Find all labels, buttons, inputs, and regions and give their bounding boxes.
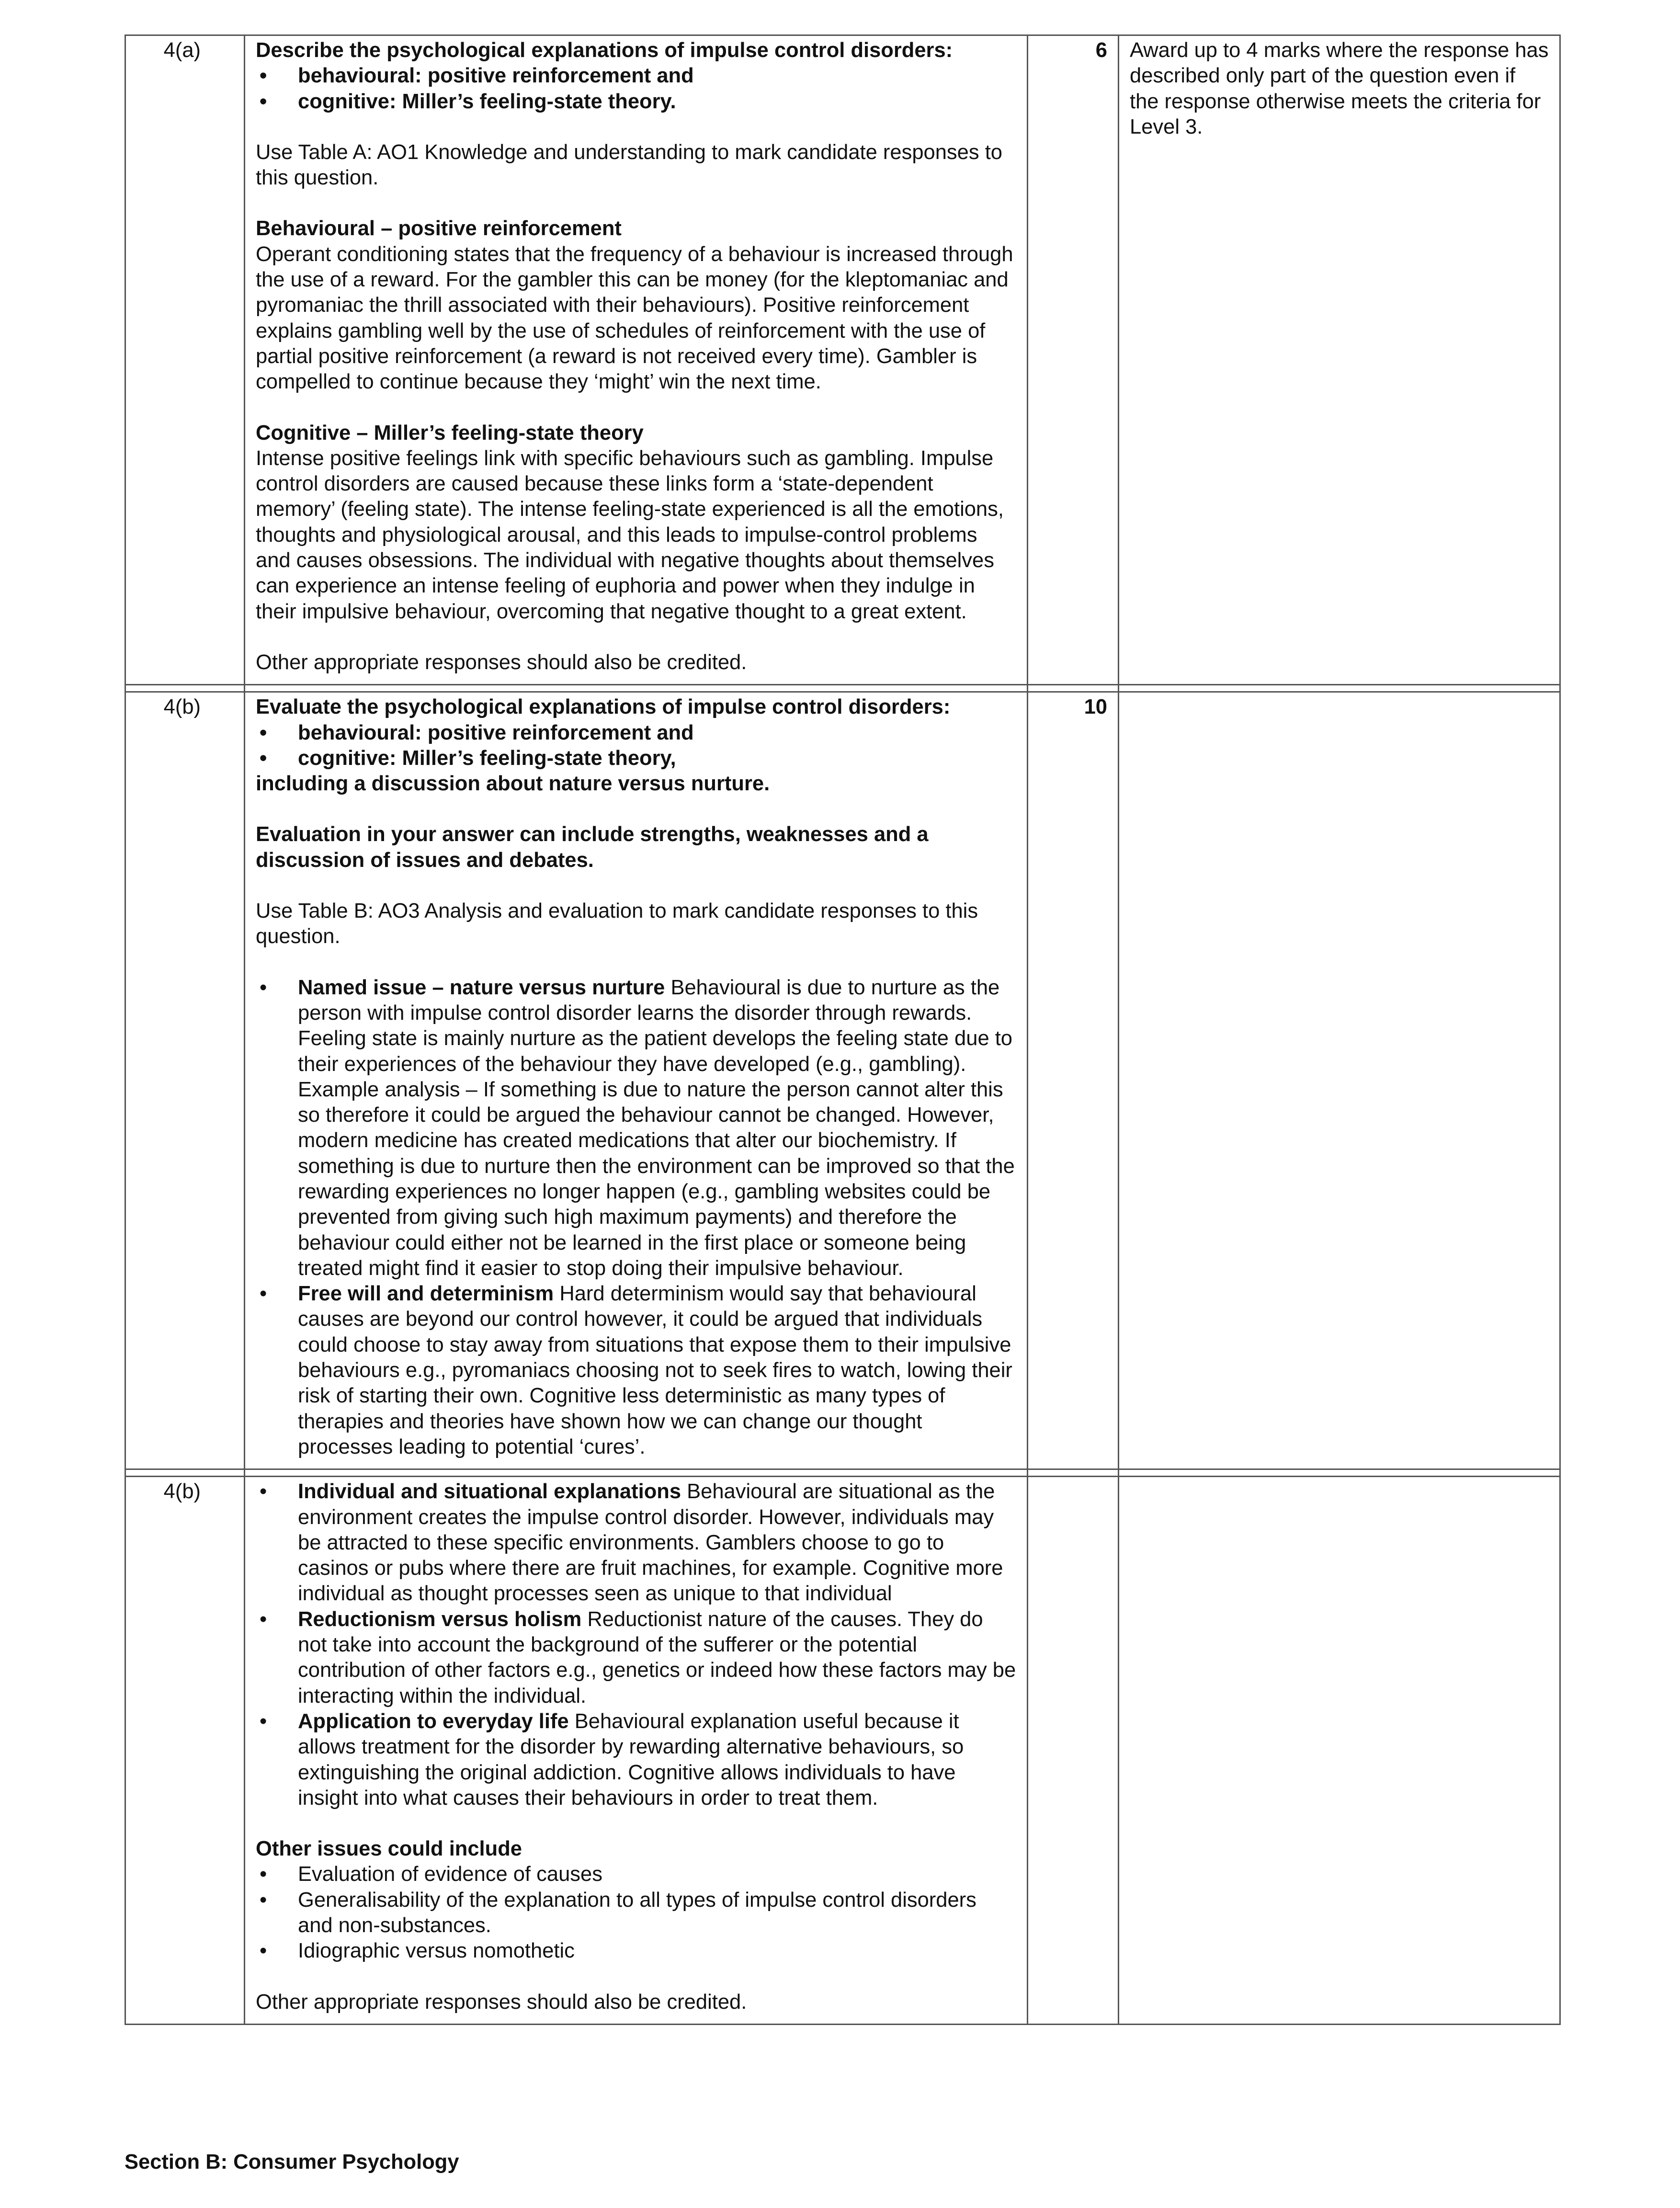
question-text: Describe the psychological explanations of impulse control disorders: (256, 39, 953, 62)
point-text: Behavioural are situational as the environment creates the impulse control disorder. However, individuals may be attracted to these specific environments. Gamblers choose to go to casinos or pubs where there are fruit machines, for example. Cognitive more individual as thought processes seen as unique to that individual (298, 1480, 1003, 1605)
list-item: • cognitive: Miller’s feeling-state theory. (256, 89, 1016, 114)
section-text: Operant conditioning states that the frequency of a behaviour is increased through the use of a reward. For the gambler this can be money (for the kleptomaniac and pyromaniac the thrill associated with their behaviours). Positive reinforcement explains gambling well by the use of schedules of reinforcement with the use of partial positive reinforcement (a reward is not received every time). Gambler is compelled to continue because they ‘might’ win the next time. (256, 242, 1013, 394)
point-text: Reductionist nature of the causes. They do not take into account the background of the sufferer or the potential contribution of other factors e.g., genetics or indeed how these factors may be interacting within the individual. (298, 1607, 1016, 1707)
section-heading: Cognitive – Miller’s feeling-state theory (256, 421, 644, 444)
question-row-4b (125, 692, 1560, 1469)
list-item: • Idiographic versus nomothetic (256, 1938, 1016, 1964)
list-item: • behavioural: positive reinforcement and (256, 720, 1016, 746)
section-heading: Behavioural – positive reinforcement (256, 217, 622, 240)
list-item (256, 1281, 1016, 1460)
point-text: Behavioural is due to nurture as the person with impulse control disorder learns the disorder through rewards. Feeling state is mainly nurture as the patient develops the feeling state due to their experiences of the behaviour they have developed (e.g., gambling). Example analysis – If something is due to nature the person cannot alter this so therefore it could be argued the behaviour cannot be changed. However, modern medicine has created medications that alter our biochemistry. If something is due to nurture then the environment can be improved so that the rewarding experiences no longer happen (e.g., gambling websites could be prevented from giving such high maximum payments) and therefore the behaviour could either not be learned in the first place or someone being treated might find it easier to stop doing their impulsive behaviour. (298, 976, 1015, 1280)
section-text: Intense positive feelings link with specific behaviours such as gambling. Impulse control disorders are caused because these links form a ‘state-dependent memory’ (feeling state). The intense feeling-state experienced is all the emotions, thoughts and physiological arousal, and this leads to impulse-control problems and causes obsessions. The individual with negative thoughts about themselves can experience an intense feeling of euphoria and power when they indulge in their impulsive behaviour, overcoming that negative thought to a great extent. (256, 446, 1004, 623)
point-text: Behavioural explanation useful because it allows treatment for the disorder by rewarding alternative behaviours, so extinguishing the original addiction. Cognitive allows individuals to have insight into what causes their behaviours in order to treat them. (298, 1709, 964, 1810)
mark-scheme-table (125, 34, 1561, 2025)
list-item (256, 1607, 1016, 1709)
list-item (256, 1709, 1016, 1811)
marking-instruction: Use Table B: AO3 Analysis and evaluation to mark candidate responses to this question. (256, 899, 978, 948)
point-title: Free will and determinism (298, 1282, 554, 1306)
question-row-4b-continued (125, 1477, 1560, 2025)
marks-cell (1028, 1477, 1119, 2025)
other-issues-heading: Other issues could include (256, 1837, 522, 1861)
other-responses-note: Other appropriate responses should also be credited. (256, 650, 747, 674)
marks-cell: 6 (1028, 35, 1119, 685)
question-number: 4(b) (125, 1477, 245, 2025)
evaluation-points (256, 975, 1016, 1460)
evaluation-note: Evaluation in your answer can include strengths, weaknesses and a discussion of issues and debates. (256, 823, 929, 872)
list-item (256, 975, 1016, 1282)
question-number: 4(b) (125, 692, 245, 1469)
list-item: • Evaluation of evidence of causes (256, 1862, 1016, 1887)
other-responses-note: Other appropriate responses should also be credited. (256, 1990, 747, 2014)
point-text: Hard determinism would say that behavioural causes are beyond our control however, it could be argued that individuals could choose to stay away from situations that expose them to their impulsive behaviours e.g., pyromaniacs choosing not to seek fires to watch, lowing their risk of starting their own. Cognitive less deterministic as many types of therapies and theories have shown how we can change our thought processes leading to potential ‘cures’. (298, 1282, 1012, 1458)
answer-cell (245, 35, 1028, 685)
point-title: Named issue – nature versus nurture (298, 976, 665, 999)
question-bullets (256, 63, 1016, 114)
question-bullets (256, 720, 1016, 772)
point-title: Reductionism versus holism (298, 1607, 582, 1631)
guidance-cell: Award up to 4 marks where the response has described only part of the question even if the response otherwise meets the criteria for Level 3. (1119, 35, 1560, 685)
guidance-cell (1119, 1477, 1560, 2025)
row-separator (125, 1469, 1560, 1477)
question-text-tail: including a discussion about nature versus nurture. (256, 772, 770, 796)
list-item: • cognitive: Miller’s feeling-state theory, (256, 746, 1016, 771)
question-text: Evaluate the psychological explanations of impulse control disorders: (256, 695, 951, 719)
guidance-cell (1119, 692, 1560, 1469)
answer-cell (245, 692, 1028, 1469)
list-item: • behavioural: positive reinforcement and (256, 63, 1016, 89)
list-item (256, 1479, 1016, 1606)
point-title: Individual and situational explanations (298, 1480, 681, 1503)
marking-instruction: Use Table A: AO1 Knowledge and understanding to mark candidate responses to this question. (256, 140, 1002, 190)
marks-cell: 10 (1028, 692, 1119, 1469)
list-item: • Generalisability of the explanation to all types of impulse control disorders and non-substances. (256, 1888, 1016, 1939)
answer-cell (245, 1477, 1028, 2025)
other-issues-list (256, 1862, 1016, 1964)
question-row-4a (125, 35, 1560, 685)
evaluation-points (256, 1479, 1016, 1811)
row-separator (125, 685, 1560, 692)
section-footer: Section B: Consumer Psychology (125, 2151, 459, 2174)
question-number: 4(a) (125, 35, 245, 685)
point-title: Application to everyday life (298, 1709, 569, 1733)
